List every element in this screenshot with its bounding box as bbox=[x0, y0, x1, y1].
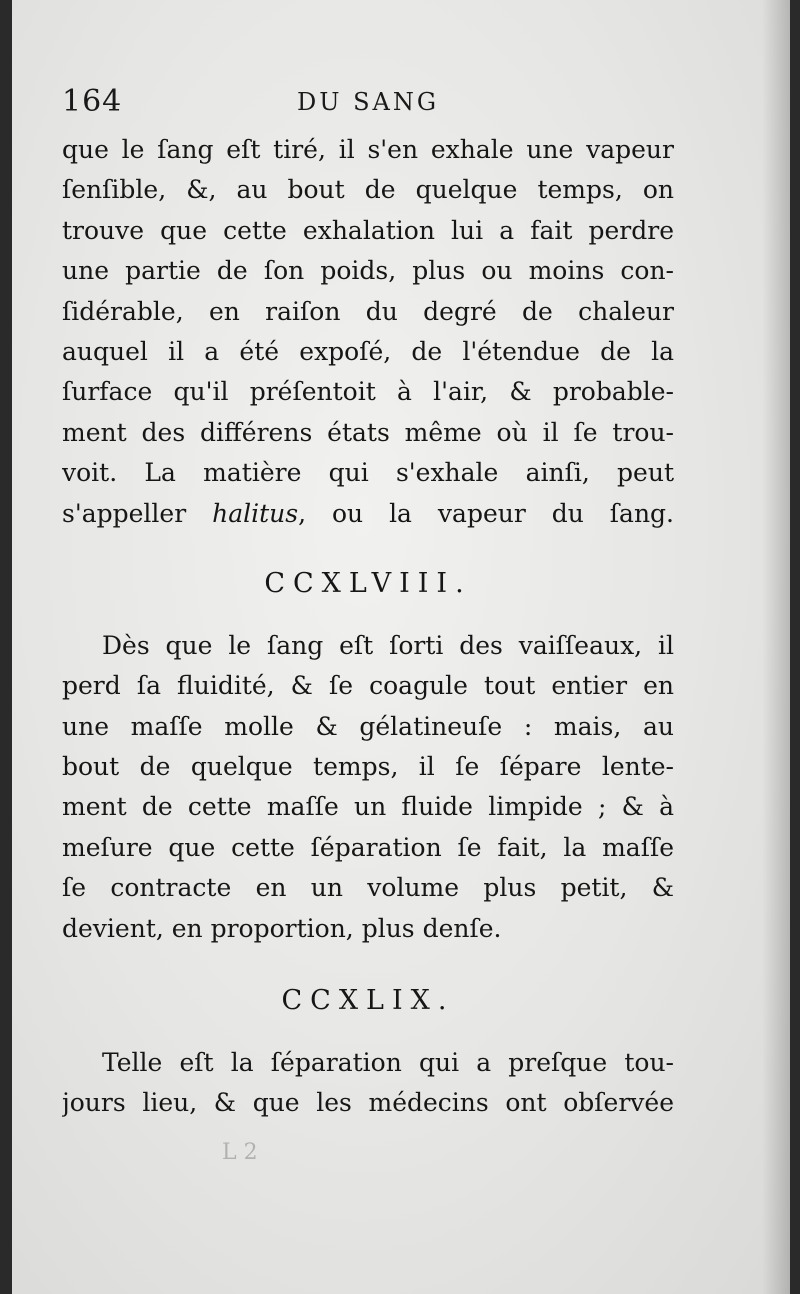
paragraph-continued bbox=[62, 130, 674, 534]
text-segment: s'appeller bbox=[62, 498, 213, 528]
text-line: perd ſa fluidité, & ſe coagule tout entier en bbox=[62, 671, 674, 701]
text-line: meſure que cette ſéparation ſe fait, la maſſe bbox=[62, 832, 674, 862]
text-line: ſidérable, en raiſon du degré de chaleur bbox=[62, 296, 674, 326]
page-body bbox=[62, 130, 674, 1124]
text-line: ment des différens états même où il ſe trou- bbox=[62, 417, 674, 447]
text-line: une maſſe molle & gélatineuſe : mais, au bbox=[62, 711, 674, 741]
page-header bbox=[62, 84, 682, 124]
signature-mark: L 2 bbox=[222, 1140, 258, 1165]
text-line: une partie de ſon poids, plus ou moins con- bbox=[62, 256, 674, 286]
text-line: Dès que le ſang eſt ſorti des vaiſſeaux, il bbox=[102, 630, 674, 660]
text-line: Telle eſt la ſéparation qui a preſque tou- bbox=[102, 1048, 674, 1078]
italic-term: halitus bbox=[212, 498, 299, 528]
paragraph-section-248 bbox=[62, 626, 674, 949]
text-line: que le ſang eſt tiré, il s'en exhale une vapeur bbox=[62, 135, 674, 164]
page-number: 164 bbox=[62, 84, 123, 119]
book-page bbox=[12, 0, 790, 1294]
text-line: trouve que cette exhalation lui a fait perdre bbox=[62, 215, 674, 245]
text-line: ſenſible, &, au bout de quelque temps, on bbox=[62, 175, 674, 205]
running-head: DU SANG bbox=[297, 88, 440, 116]
text-line: bout de quelque temps, il ſe ſépare lente- bbox=[62, 752, 674, 782]
text-line bbox=[62, 494, 674, 534]
text-line: ment de cette maſſe un fluide limpide ; & à bbox=[62, 792, 674, 822]
text-line: ſe contracte en un volume plus petit, & bbox=[62, 873, 674, 903]
text-segment: , ou la vapeur du ſang. bbox=[298, 498, 674, 528]
text-line: auquel il a été expoſé, de l'étendue de la bbox=[62, 336, 674, 366]
text-line: ſurface qu'il préſentoit à l'air, & probable- bbox=[62, 377, 674, 407]
section-heading: CCXLIX. bbox=[281, 985, 455, 1017]
text-line: voit. La matière qui s'exhale ainſi, peut bbox=[62, 458, 674, 488]
text-line: devient, en proportion, plus denſe. bbox=[62, 913, 502, 943]
spine-shadow bbox=[762, 0, 790, 1294]
paragraph-section-249 bbox=[62, 1043, 674, 1124]
text-line: jours lieu, & que les médecins ont obſervée bbox=[62, 1088, 674, 1118]
section-heading: CCXLVIII. bbox=[264, 567, 472, 599]
